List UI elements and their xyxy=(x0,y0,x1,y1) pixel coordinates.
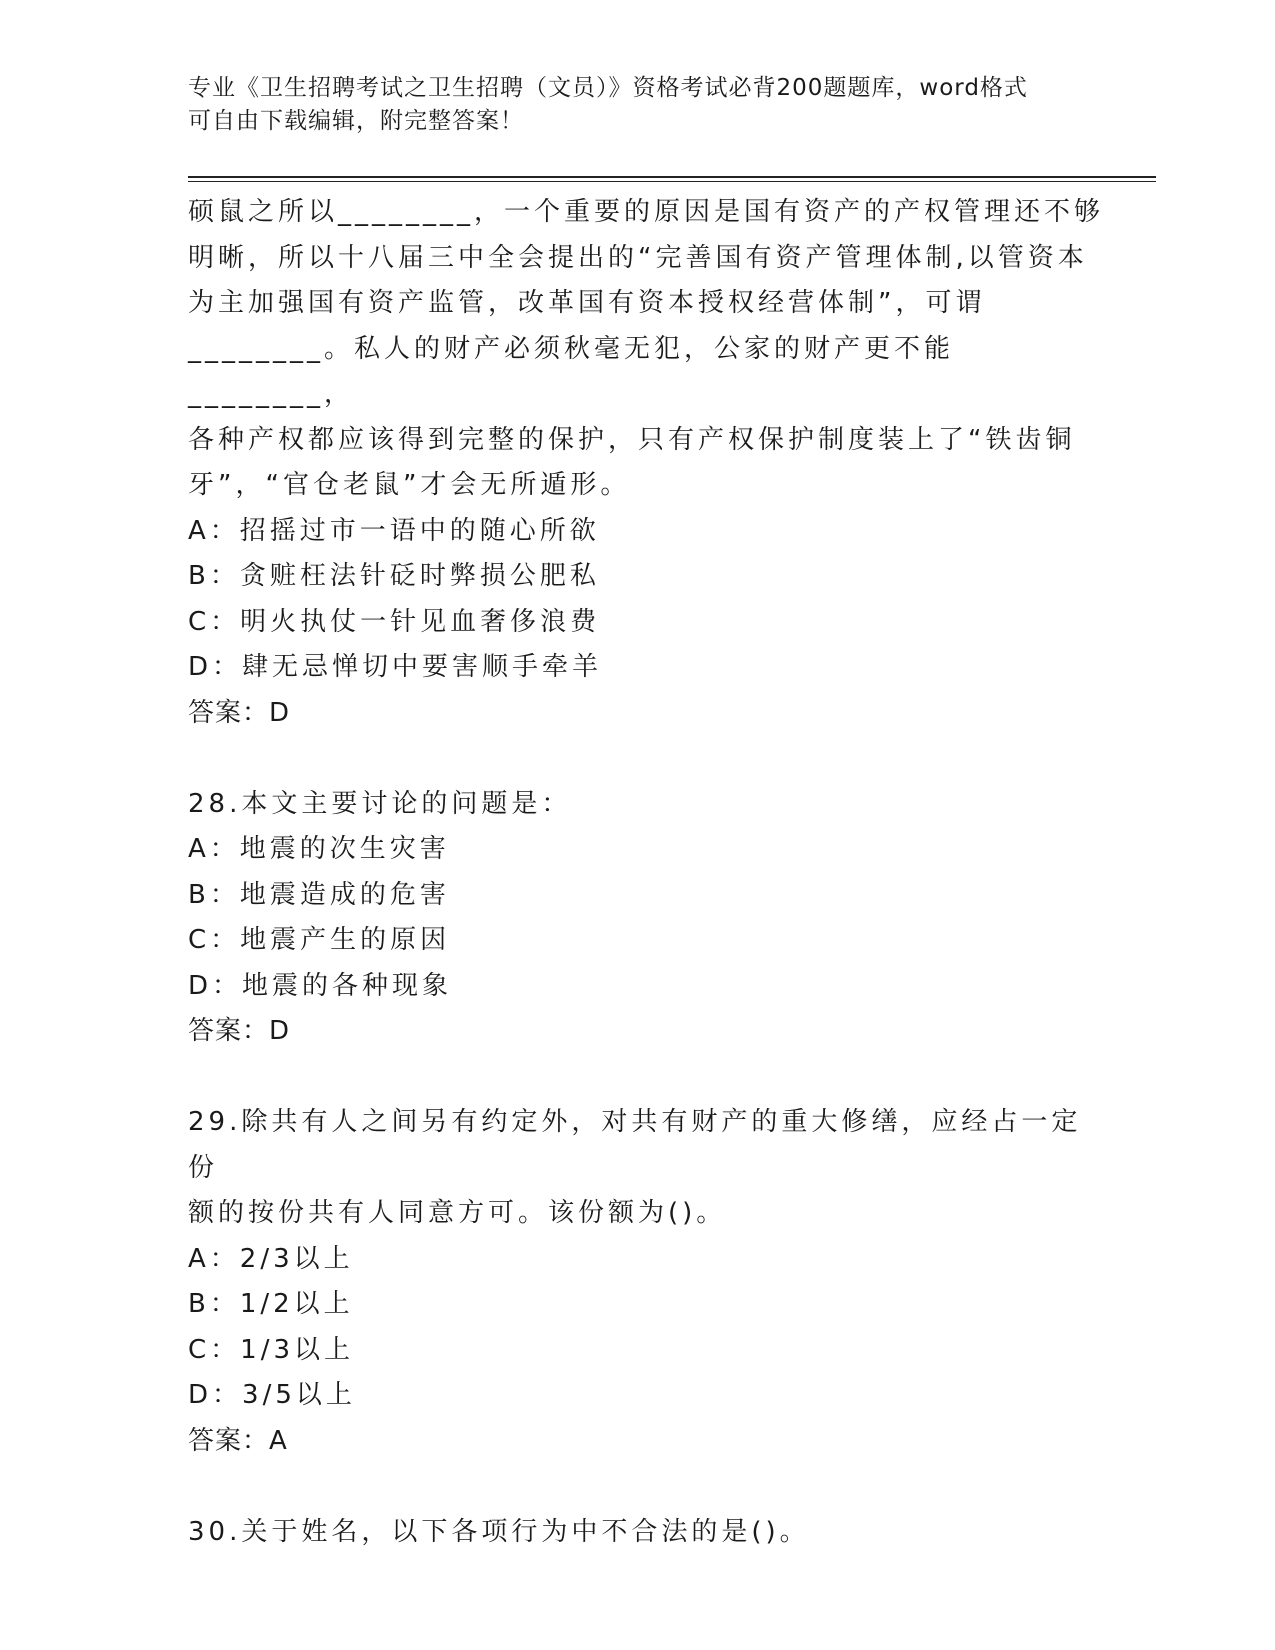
option-b: B：地震造成的危害 xyxy=(188,879,450,910)
header-line-1: 专业《卫生招聘考试之卫生招聘（文员）》资格考试必背200题题库，word格式 xyxy=(188,75,1028,101)
answer-line: 答案：D xyxy=(188,1016,291,1046)
option-d: D：3/5以上 xyxy=(188,1380,356,1410)
option-d: D：肆无忌惮切中要害顺手牵羊 xyxy=(188,652,603,682)
question-27 xyxy=(188,190,1108,736)
header-divider-thin xyxy=(188,181,1156,182)
header-line-2: 可自由下载编辑，附完整答案！ xyxy=(188,108,524,134)
answer-line: 答案：D xyxy=(188,697,291,728)
option-b: B：贪赃枉法针砭时弊损公肥私 xyxy=(188,561,600,591)
question-stem-line: ________。私人的财产必须秋毫无犯，公家的财产更不能________， xyxy=(188,333,955,409)
option-a: A：招摇过市一语中的随心所欲 xyxy=(188,515,600,546)
question-30 xyxy=(188,1510,1108,1556)
option-b: B：1/2以上 xyxy=(188,1289,354,1319)
option-c: C：1/3以上 xyxy=(188,1334,354,1365)
question-29 xyxy=(188,1100,1108,1464)
question-stem-line: 明晰，所以十八届三中全会提出的“完善国有资产管理体制,以管资本 xyxy=(188,242,1088,273)
question-stem: 28.本文主要讨论的问题是： xyxy=(188,788,572,819)
spacer xyxy=(188,736,1108,782)
question-stem-line: 硕鼠之所以________，一个重要的原因是国有资产的产权管理还不够 xyxy=(188,197,1105,227)
answer-line: 答案：A xyxy=(188,1425,288,1456)
question-stem-line: 为主加强国有资产监管，改革国有资本授权经营体制”，可谓 xyxy=(188,288,986,318)
question-stem-line: 额的按份共有人同意方可。该份额为()。 xyxy=(188,1198,727,1228)
option-a: A：2/3以上 xyxy=(188,1243,354,1274)
question-28 xyxy=(188,782,1108,1055)
spacer xyxy=(188,1055,1108,1101)
question-stem-line: 牙”，“官仓老鼠”才会无所遁形。 xyxy=(188,470,631,500)
option-a: A：地震的次生灾害 xyxy=(188,834,450,864)
document-header xyxy=(188,72,1088,138)
question-stem-line: 29.除共有人之间另有约定外，对共有财产的重大修缮，应经占一定份 xyxy=(188,1107,1082,1183)
spacer xyxy=(188,1464,1108,1510)
option-d: D：地震的各种现象 xyxy=(188,970,453,1001)
option-c: C：地震产生的原因 xyxy=(188,925,451,955)
question-stem-line: 各种产权都应该得到完整的保护，只有产权保护制度装上了“铁齿铜 xyxy=(188,424,1076,455)
question-list xyxy=(188,190,1108,1555)
header-divider-thick xyxy=(188,176,1156,178)
question-stem: 30.关于姓名，以下各项行为中不合法的是()。 xyxy=(188,1516,810,1547)
option-c: C：明火执仗一针见血奢侈浪费 xyxy=(188,606,601,637)
